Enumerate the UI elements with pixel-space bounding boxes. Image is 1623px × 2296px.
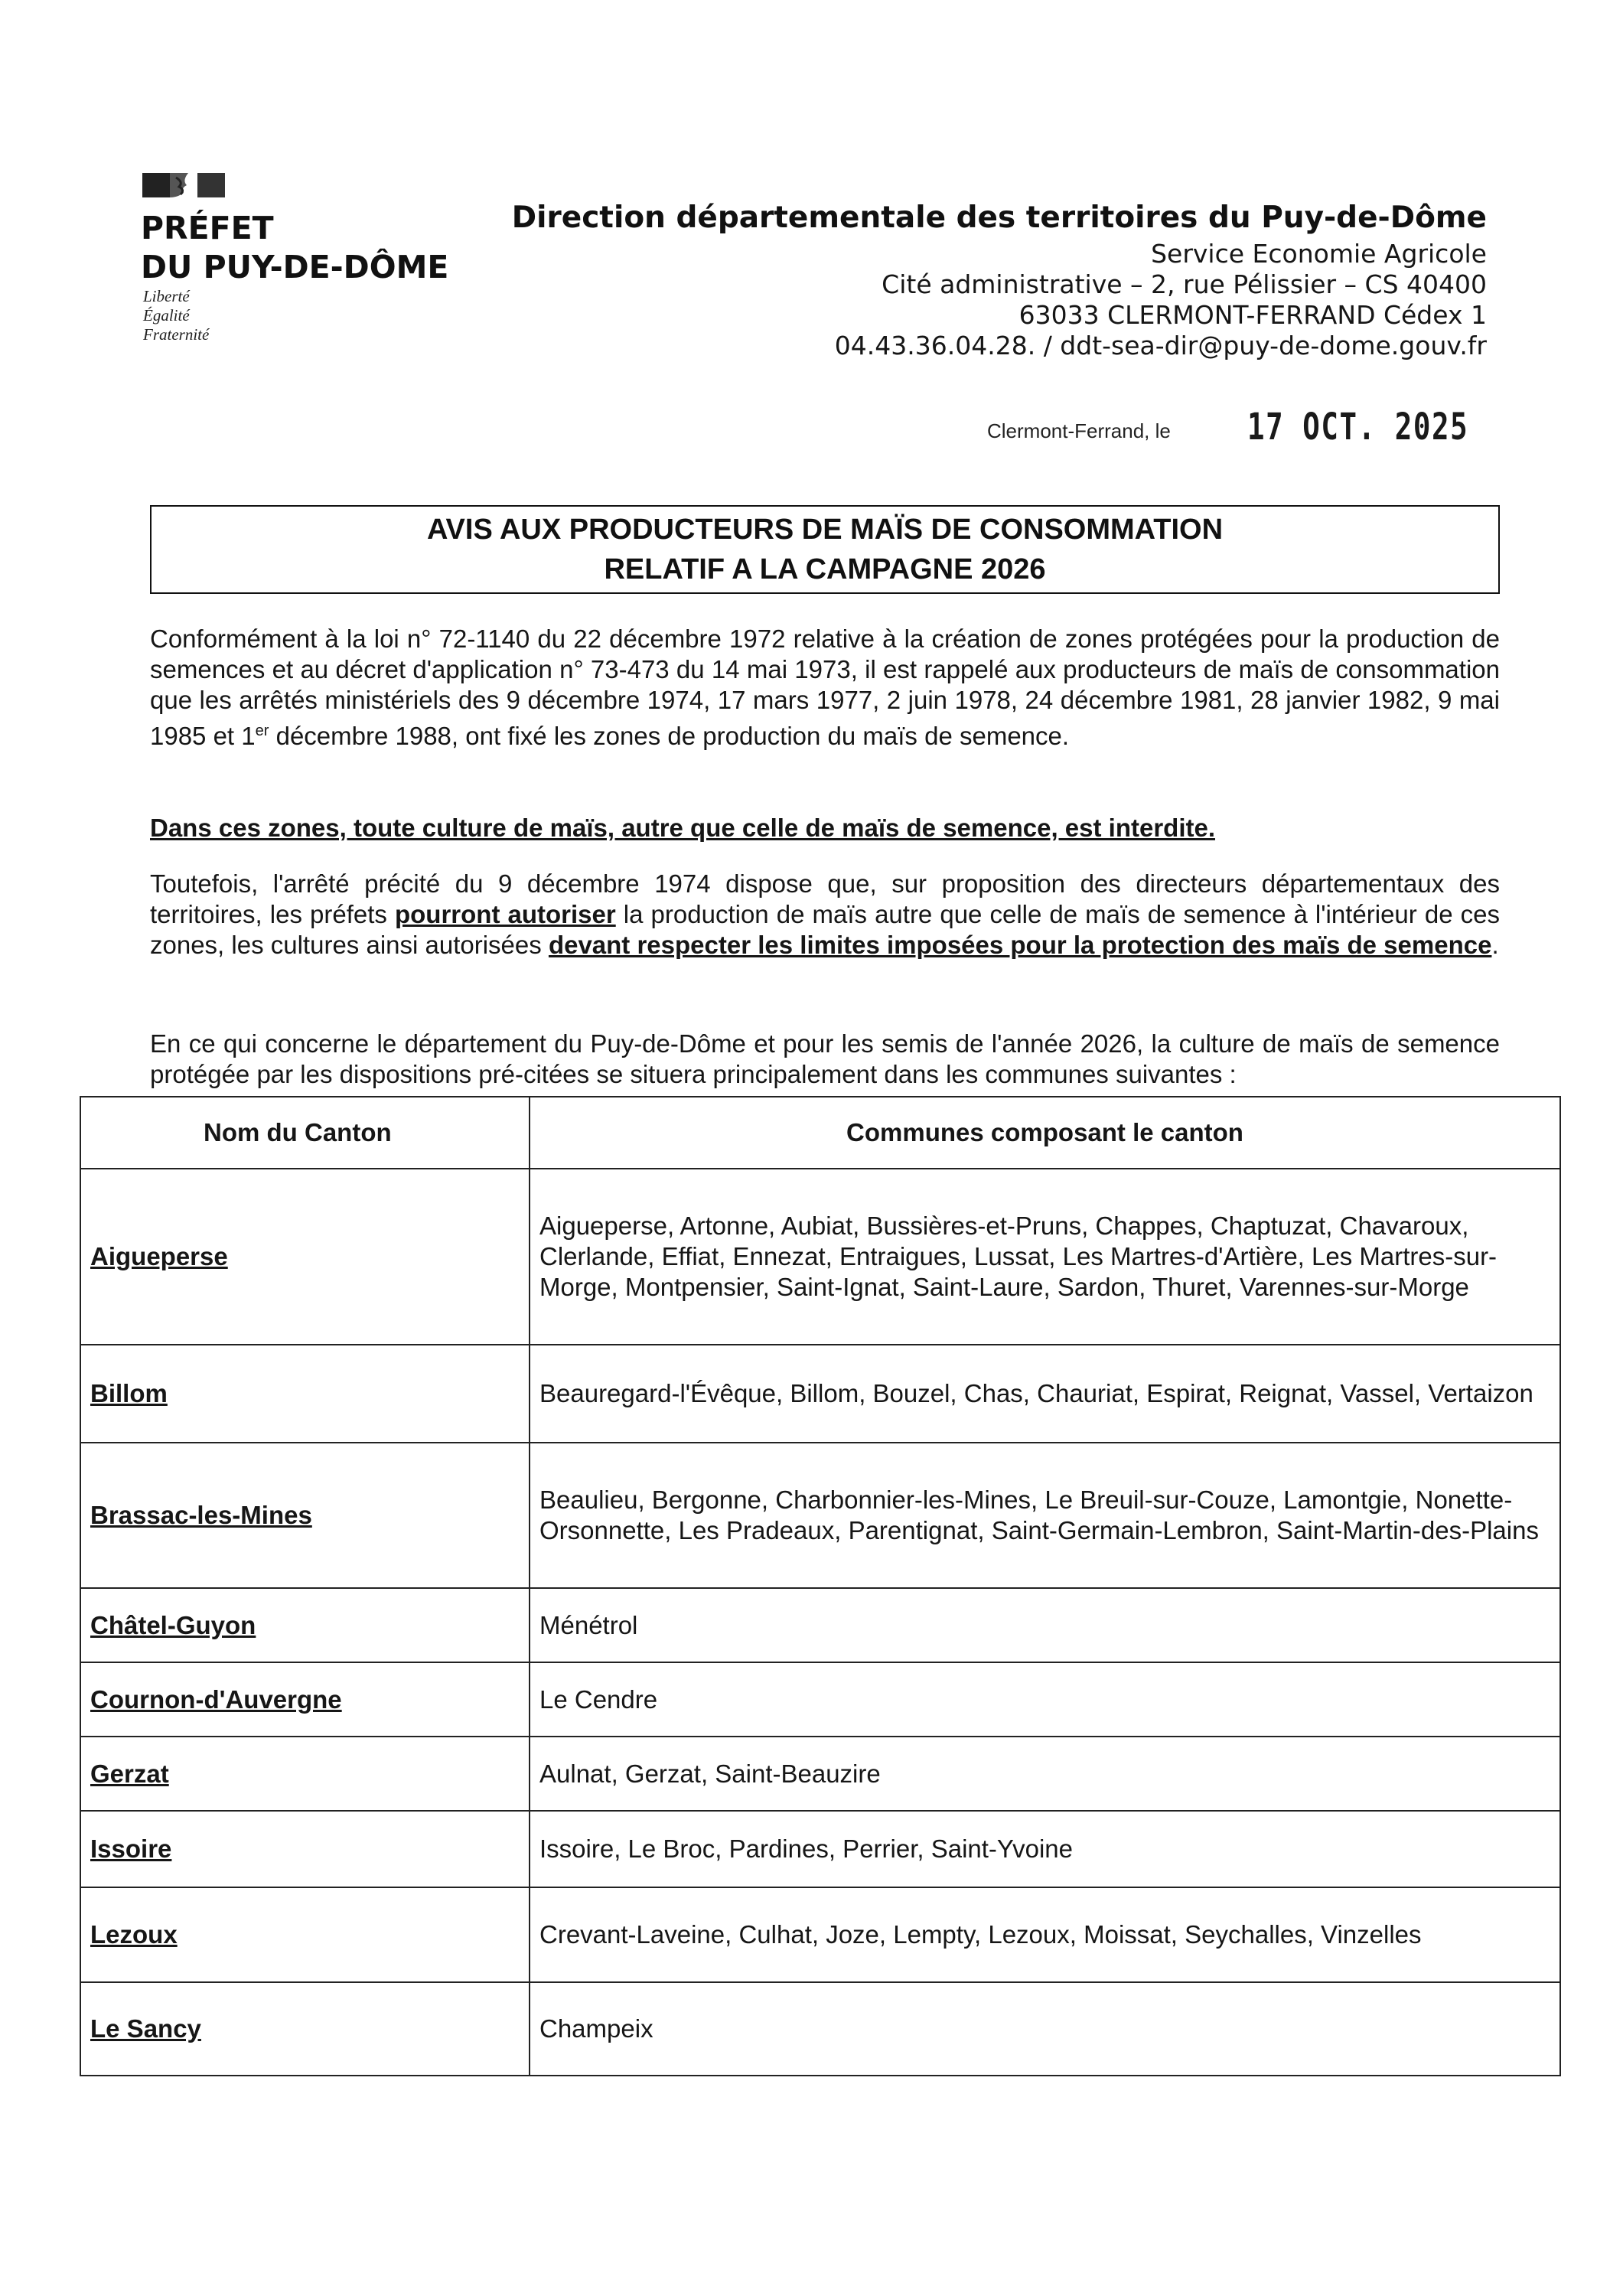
table-row bbox=[80, 1443, 1560, 1588]
canton-name: Lezoux bbox=[80, 1887, 530, 1982]
notice-title-line2: RELATIF A LA CAMPAGNE 2026 bbox=[604, 553, 1046, 585]
canton-name: Issoire bbox=[80, 1811, 530, 1887]
p3-text-a: Toutefois, l'arrêté précité du 9 décembre 1974 dispose que, sur proposition des directeurs départementaux des territoires, les préfets bbox=[150, 869, 1500, 928]
canton-name: Le Sancy bbox=[80, 1982, 530, 2076]
notice-title-line1: AVIS AUX PRODUCTEURS DE MAÏS DE CONSOMMATION bbox=[426, 514, 1224, 546]
canton-communes: Le Cendre bbox=[530, 1662, 1560, 1737]
canton-communes: Ménétrol bbox=[530, 1588, 1560, 1662]
prefet-line1: PRÉFET bbox=[141, 210, 274, 246]
canton-communes: Beaulieu, Bergonne, Charbonnier-les-Mines, Le Breuil-sur-Couze, Lamontgie, Nonette-Orsonnette, Les Pradeaux, Parentignat, Saint-Germain-Lembron, Saint-Martin-des-Plains bbox=[530, 1443, 1560, 1588]
canton-communes: Aulnat, Gerzat, Saint-Beauzire bbox=[530, 1737, 1560, 1811]
table-row bbox=[80, 1811, 1560, 1887]
prefet-line2: DU PUY-DE-DÔME bbox=[141, 249, 449, 285]
canton-communes: Champeix bbox=[530, 1982, 1560, 2076]
canton-name: Châtel-Guyon bbox=[80, 1588, 530, 1662]
canton-communes: Aigueperse, Artonne, Aubiat, Bussières-et-Pruns, Chappes, Chaptuzat, Chavaroux, Clerlande, Effiat, Ennezat, Entraigues, Lussat, Les Martres-d'Artière, Les Martres-sur-Morge, Montpensier, Saint-Ignat, Saint-Laure, Sardon, Thuret, Varennes-sur-Morge bbox=[530, 1169, 1560, 1345]
paragraph-exception bbox=[150, 869, 1500, 960]
direction-details bbox=[835, 239, 1487, 361]
canton-name: Gerzat bbox=[80, 1737, 530, 1811]
direction-title: Direction départementale des territoires du Puy-de-Dôme bbox=[511, 201, 1487, 235]
paragraph-legal-basis bbox=[150, 624, 1500, 752]
devise-liberte: Liberté bbox=[143, 287, 190, 305]
service-name: Service Economie Agricole bbox=[1151, 239, 1487, 269]
table-row bbox=[80, 1169, 1560, 1345]
p3-text-e: . bbox=[1491, 931, 1499, 959]
devise bbox=[143, 287, 209, 344]
canton-name: Aigueperse bbox=[80, 1169, 530, 1345]
canton-name: Brassac-les-Mines bbox=[80, 1443, 530, 1588]
p3-emphasis-limits: devant respecter les limites imposées pour la protection des maïs de semence bbox=[548, 931, 1492, 959]
canton-communes: Issoire, Le Broc, Pardines, Perrier, Saint-Yvoine bbox=[530, 1811, 1560, 1887]
table-row bbox=[80, 1588, 1560, 1662]
canton-communes: Beauregard-l'Évêque, Billom, Bouzel, Chas, Chauriat, Espirat, Reignat, Vassel, Vertaizon bbox=[530, 1345, 1560, 1443]
address-line2: 63033 CLERMONT-FERRAND Cédex 1 bbox=[1018, 300, 1487, 330]
table-row bbox=[80, 1662, 1560, 1737]
paragraph-prohibition: Dans ces zones, toute culture de maïs, autre que celle de maïs de semence, est interdite. bbox=[150, 814, 1216, 842]
p1-superscript: er bbox=[255, 722, 269, 739]
devise-egalite: Égalité bbox=[143, 306, 190, 325]
paragraph-department: En ce qui concerne le département du Puy-de-Dôme et pour les semis de l'année 2026, la culture de maïs de semence protégée par les dispositions pré-citées se situera principalement dans les communes suivantes : bbox=[150, 1029, 1500, 1088]
contact-line: 04.43.36.04.28. / ddt-sea-dir@puy-de-dome.gouv.fr bbox=[834, 331, 1487, 360]
table-row bbox=[80, 1737, 1560, 1811]
canton-name: Billom bbox=[80, 1345, 530, 1443]
date-label: Clermont-Ferrand, le bbox=[987, 419, 1171, 442]
cantons-table bbox=[80, 1096, 1561, 2076]
header-communes: Communes composant le canton bbox=[530, 1097, 1560, 1169]
p3-text-c: la production de maïs autre que celle de maïs de semence à l'intérieur de ces zones, les cultures ainsi autorisées bbox=[150, 900, 1500, 959]
devise-fraternite: Fraternité bbox=[143, 325, 210, 344]
p1-text-before: Conformément à la loi n° 72-1140 du 22 décembre 1972 relative à la création de zones protégées pour la production de semences et au décret d'application n° 73-473 du 14 mai 1973, il est rappelé aux producteurs de maïs de consommation que les arrêtés ministériels des 9 décembre 1974, 17 mars 1977, 2 juin 1978, 24 décembre 1981, 28 janvier 1982, 9 mai 1985 et 1 bbox=[150, 625, 1500, 750]
table-header-row bbox=[80, 1097, 1560, 1169]
canton-communes: Crevant-Laveine, Culhat, Joze, Lempty, Lezoux, Moissat, Seychalles, Vinzelles bbox=[530, 1887, 1560, 1982]
marianne-logo bbox=[142, 170, 231, 201]
address-line1: Cité administrative – 2, rue Pélissier – CS 40400 bbox=[882, 269, 1487, 299]
table-row bbox=[80, 1345, 1560, 1443]
canton-name: Cournon-d'Auvergne bbox=[80, 1662, 530, 1737]
notice-title-box bbox=[150, 505, 1500, 594]
table-row bbox=[80, 1982, 1560, 2076]
p1-text-after: décembre 1988, ont fixé les zones de production du maïs de semence. bbox=[269, 722, 1070, 750]
prefet-title bbox=[141, 209, 448, 287]
date-stamp: 17 OCT. 2025 bbox=[1247, 406, 1469, 448]
table-row bbox=[80, 1887, 1560, 1982]
p3-emphasis-authorize: pourront autoriser bbox=[394, 900, 616, 928]
header-canton: Nom du Canton bbox=[80, 1097, 530, 1169]
